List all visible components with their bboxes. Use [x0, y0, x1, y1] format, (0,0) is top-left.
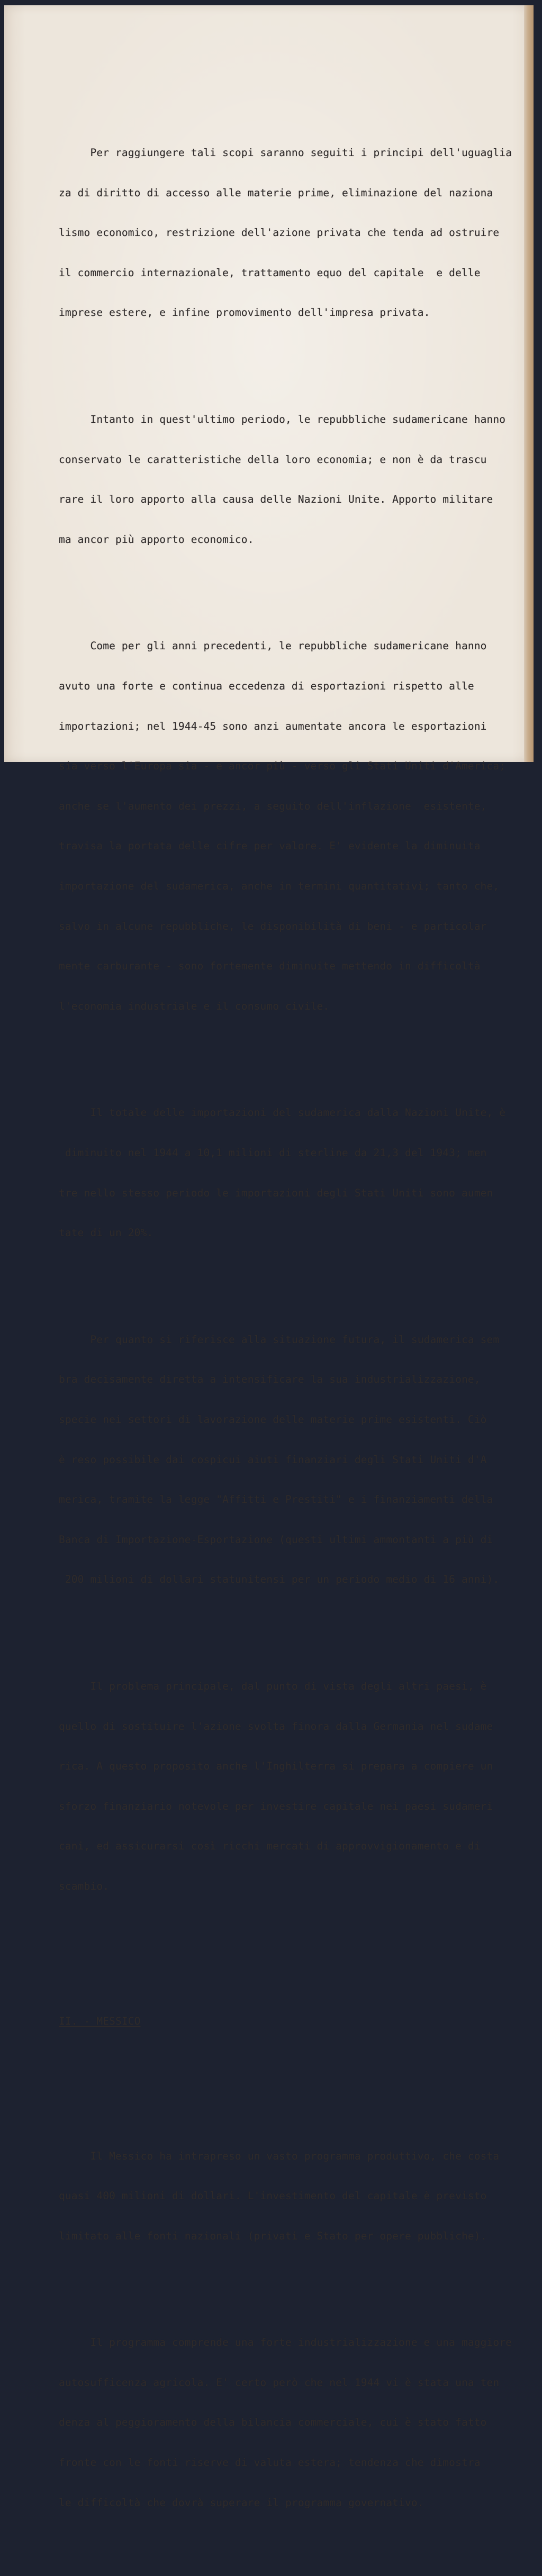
section-heading: II. - MESSICO: [59, 2015, 141, 2027]
text-line: specie nei settori di lavorazione delle materie prime esistenti. Ciò: [59, 1413, 487, 1426]
text-line: salvo in alcune repubbliche, le disponibilità di beni - e particolar: [59, 920, 487, 932]
text-line: mente carburante - sono fortemente diminuite mettendo in difficoltà: [59, 960, 481, 973]
text-line: imprese estere, e infine promovimento dell'impresa privata.: [59, 306, 430, 319]
text-line: bra decisamente diretta a intensificare la sua industrializzazione,: [59, 1373, 481, 1386]
paragraph-6: [59, 1653, 530, 1920]
text-line: Banca di Importazione-Esportazione (questi ultimi ammontanti a più di: [59, 1533, 493, 1546]
text-line: Il Messico ha intrapreso un vasto programma produttivo, che costa: [59, 2149, 500, 2162]
text-line: travisa la portata delle cifre per valore. E' evidente la diminuita: [59, 840, 481, 852]
text-line: importazioni; nel 1944-45 sono anzi aumentate ancora le esportazioni: [59, 720, 487, 732]
text-line: Come per gli anni precedenti, le repubbliche sudamericane hanno: [59, 640, 487, 652]
text-line: cani, ed assicurarsi così ricchi mercati di approvvigionamento e di: [59, 1840, 481, 1853]
text-line: sforzo finanziario notevole per investire capitale nei paesi sudameri: [59, 1800, 493, 1812]
text-line: limitato alle fonti nazionali (privati e Stato per opere pubbliche).: [59, 2229, 487, 2242]
text-line: rica. A questo proposito anche l'Inghilterra si prepara a compiere un: [59, 1760, 493, 1773]
text-line: denza al peggioramento della bilancia commerciale, cui è stato fatto: [59, 2416, 487, 2429]
text-line: Il programma comprende una forte industrializzazione e una maggiore: [59, 2336, 512, 2349]
section-spacer: [59, 2067, 530, 2082]
paragraph-1: [59, 120, 530, 346]
text-line: tate di un 20%.: [59, 1227, 153, 1239]
text-line: sia verso l'Europa sia - e ancor più - verso gli Stati Uniti d'America;: [59, 760, 506, 773]
text-line: Intanto in quest'ultimo periodo, le repubbliche sudamericane hanno: [59, 413, 506, 425]
paragraph-8: [59, 2309, 530, 2536]
text-line: lismo economico, restrizione dell'azione privata che tenda ad ostruire: [59, 226, 500, 239]
text-line: è reso possibile dai cospicui aiuti finanziari degli Stati Uniti d'A: [59, 1453, 487, 1466]
text-line: Il totale delle importazioni del sudamerica dalla Nazioni Unite, è: [59, 1106, 506, 1119]
typewritten-page: [4, 5, 534, 2509]
text-line: Per raggiungere tali scopi saranno seguiti i principi dell'uguaglia: [59, 147, 512, 159]
paragraph-2: [59, 386, 530, 573]
text-line: za di diritto di accesso alle materie prime, eliminazione del naziona: [59, 186, 493, 199]
paragraph-7: [59, 2123, 530, 2269]
paragraph-3: [59, 613, 530, 1039]
text-line: Per quanto si riferisce alla situazione futura, il sudamerica sem: [59, 1333, 500, 1346]
text-line: rare il loro apporto alla causa delle Nazioni Unite. Apporto militare: [59, 493, 493, 506]
text-line: merica, tramite la legge "Affitti e Prestiti" e i finanziamenti della: [59, 1493, 493, 1506]
text-line: 200 milioni di dollari statunitensi per un periodo medio di 16 anni).: [59, 1573, 500, 1586]
text-line: le difficoltà che dovrà superare il programma governativo.: [59, 2496, 424, 2509]
text-line: avuto una forte e continua eccedenza di esportazioni rispetto alle: [59, 679, 474, 692]
paragraph-5: [59, 1306, 530, 1613]
text-line: quasi 400 milioni di dollari. L'investimento del capitale è previsto: [59, 2190, 487, 2202]
text-line: quello di sostituire l'azione svolta finora dalla Germania nel sudame: [59, 1720, 493, 1733]
paragraph-4: [59, 1080, 530, 1266]
text-line: fronte con le fonti riserve di valuta estera; tendenza che dimostra: [59, 2456, 481, 2469]
text-line: importazione del sudamerica, anche in termini quantitativi; tanto che,: [59, 879, 500, 892]
text-line: autosufficenza agricola. E' certo però che nel 1944 vi è stata una ten: [59, 2376, 500, 2389]
text-line: Il problema principale, dal punto di vista degli altri paesi, è: [59, 1680, 487, 1692]
text-line: diminuito nel 1944 a 10,1 milioni di sterline da 21,3 del 1943; men: [59, 1146, 487, 1159]
text-line: scambio.: [59, 1880, 110, 1892]
text-line: anche se l'aumento dei prezzi, a seguito dell'inflazione esistente,: [59, 800, 487, 812]
text-line: ma ancor più apporto economico.: [59, 533, 254, 546]
text-line: l'economia industriale e il consumo civile.: [59, 1000, 330, 1012]
section-spacer: [59, 1960, 530, 1974]
text-line: tre nello stesso periodo le importazioni degli Stati Uniti sono aumen: [59, 1186, 493, 1199]
text-line: conservato le caratteristiche della loro economia; e non è da trascu: [59, 453, 487, 466]
document-body: [59, 79, 530, 2576]
text-line: il commercio internazionale, trattamento equo del capitale e delle: [59, 266, 481, 279]
